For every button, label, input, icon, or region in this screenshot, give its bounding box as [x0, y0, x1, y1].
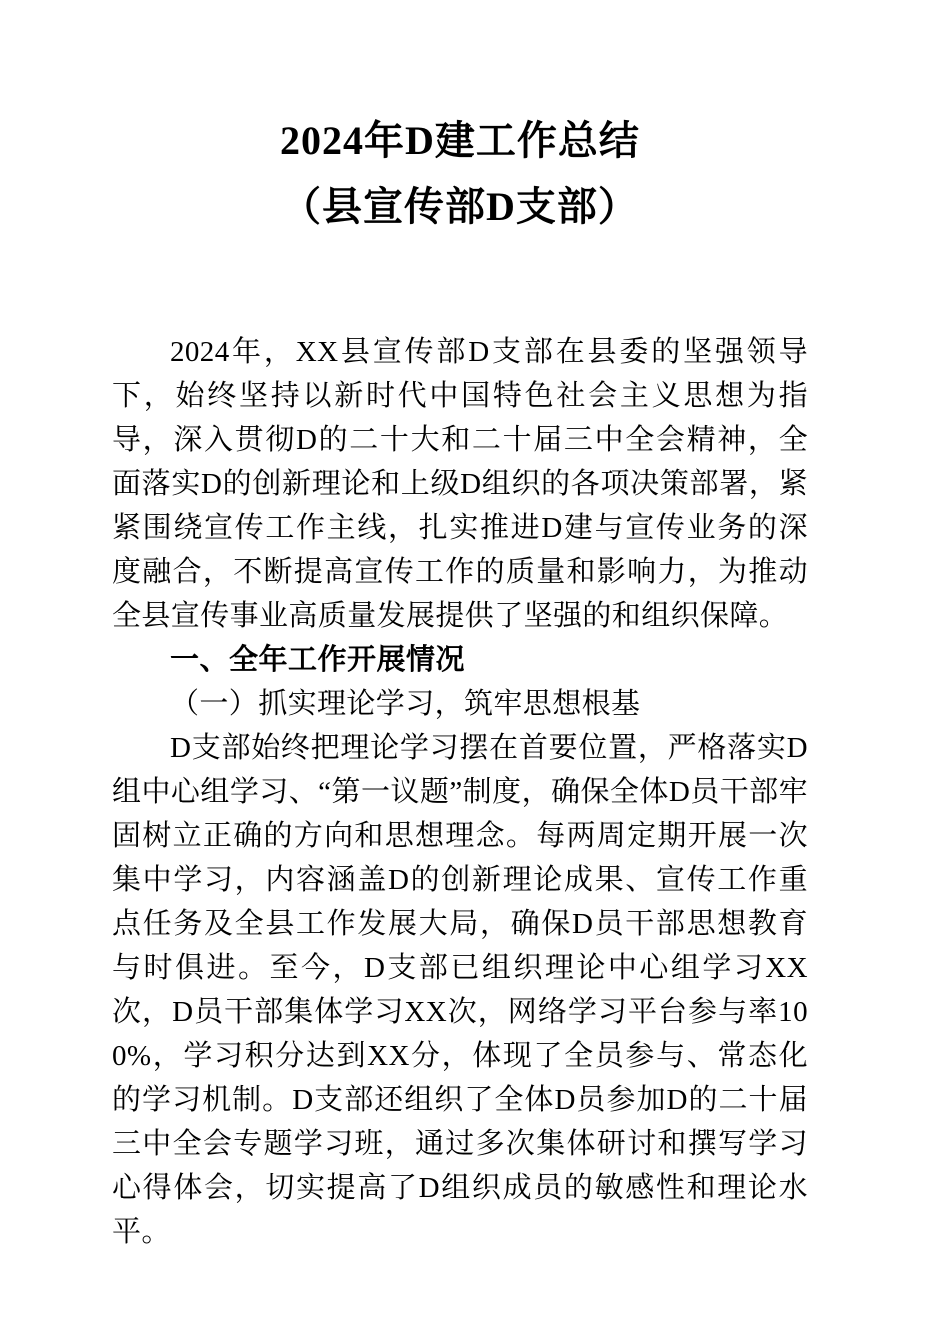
- section-heading-1: 一、全年工作开展情况: [170, 644, 466, 676]
- paragraph-1-1: D支部始终把理论学习摆在首要位置，严格落实D组中心组学习、“第一议题”制度，确保全体D员干部牢固树立正确的方向和思想理念。每两周定期开展一次集中学习，内容涵盖D的创新理论成果、宣传工作重点任务及全县工作发展大局，确保D员干部思想教育与时俱进。至今，D支部已组织理论中心组学习XX次，D员干部集体学习XX次，网络学习平台参与率100%，学习积分达到XX分，体现了全员参与、常态化的学习机制。D支部还组织了全体D员参加D的二十届三中全会专题学习班，通过多次集体研讨和撰写学习心得体会，切实提高了D组织成员的敏感性和理论水平。: [112, 732, 808, 1248]
- page-title: [112, 0, 808, 240]
- subsection-heading-1-1: （一）抓实理论学习，筑牢思想根基: [170, 688, 641, 720]
- title-spacer: [112, 240, 808, 330]
- document-body: [112, 0, 808, 1344]
- page-title-subtitle: （县宣传部D支部）: [281, 184, 639, 229]
- intro-paragraph: 2024年，XX县宣传部D支部在县委的坚强领导下，始终坚持以新时代中国特色社会主义思想为指导，深入贯彻D的二十大和二十届三中全会精神，全面落实D的创新理论和上级D组织的各项决策部署，紧紧围绕宣传工作主线，扎实推进D建与宣传业务的深度融合，不断提高宣传工作的质量和影响力，为推动全县宣传事业高质量发展提供了坚强的和组织保障。: [112, 336, 808, 632]
- page-title-line-1: 2024年D建工作总结: [280, 118, 640, 163]
